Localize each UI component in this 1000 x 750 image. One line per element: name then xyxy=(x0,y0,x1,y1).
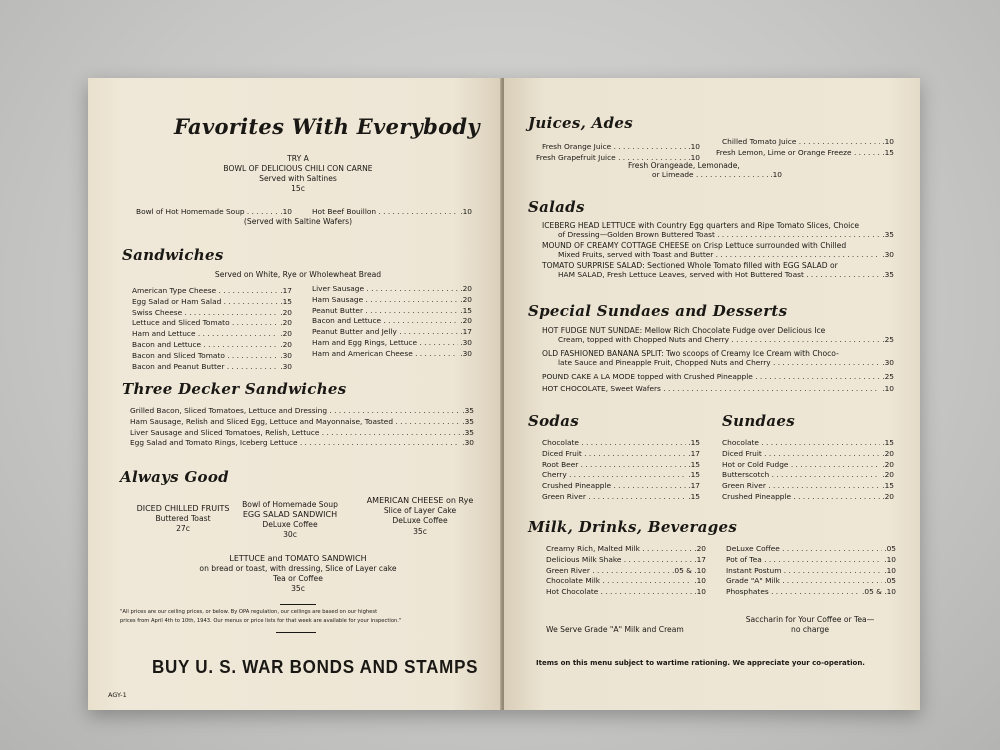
item-name: Pot of Tea . . . xyxy=(726,555,882,566)
menu-item xyxy=(542,470,700,481)
menu-item xyxy=(722,438,894,449)
item-price: .30 xyxy=(882,358,894,367)
orangeade-line-1: Fresh Orangeade, Lemonade, xyxy=(628,161,740,170)
milk-drinks-heading: Milk, Drinks, Beverages xyxy=(528,518,738,536)
item-price: .20 xyxy=(882,448,894,458)
item-name: Cherry . . . xyxy=(542,470,686,481)
item-name: Chocolate . . . xyxy=(722,438,880,449)
item-name: Diced Fruit . . . xyxy=(722,449,880,460)
item-name: or Limeade . . . xyxy=(652,170,768,181)
item-name: Fresh Grapefruit Juice . . . xyxy=(536,153,686,164)
item-name: Grade "A" Milk . . . xyxy=(726,576,882,587)
menu-item xyxy=(722,470,894,481)
menu-item xyxy=(542,438,700,449)
menu-item xyxy=(130,438,474,449)
item-name: Swiss Cheese . . . xyxy=(132,308,278,319)
item-price: .15 xyxy=(688,459,700,469)
menu-item xyxy=(558,335,894,346)
item-name: Mixed Fruits, served with Toast and Butter . . . xyxy=(558,250,880,261)
item-name: Hot or Cold Fudge . . . xyxy=(722,460,880,471)
menu-item xyxy=(130,406,474,417)
divider-rule xyxy=(276,632,316,633)
item-name: Butterscotch . . . xyxy=(722,470,880,481)
item-name: Egg Salad and Tomato Rings, Iceberg Lettuce . . . xyxy=(130,438,460,449)
item-price: .20 xyxy=(460,316,472,326)
sandwiches-heading: Sandwiches xyxy=(122,246,224,264)
combo-soup-line-1: Bowl of Homemade Soup xyxy=(242,500,338,509)
item-name: Chocolate . . . xyxy=(542,438,686,449)
menu-item xyxy=(132,340,292,351)
menu-item xyxy=(558,358,894,369)
combo-cheese-line-3: DeLuxe Coffee xyxy=(392,516,448,525)
item-name: Bacon and Sliced Tomato . . . xyxy=(132,351,278,362)
combo-cheese-line-4: 35c xyxy=(413,527,427,536)
opa-notice-line-2: prices from April 4th to 10th, 1943. Our menus or price lists for that week are available for your inspection." xyxy=(120,618,402,624)
menu-item xyxy=(542,481,700,492)
menu-item xyxy=(542,384,894,395)
item-price: .10 xyxy=(882,384,894,393)
item-price: .35 xyxy=(882,230,894,239)
item-price: .30 xyxy=(460,348,472,358)
item-name: Green River . . . xyxy=(546,566,670,577)
menu-item xyxy=(726,566,896,577)
menu-item xyxy=(312,284,472,295)
item-name: Hot Chocolate . . . xyxy=(546,587,692,598)
item-name: Green River . . . xyxy=(722,481,880,492)
item-name: Creamy Rich, Malted Milk . . . xyxy=(546,544,692,555)
item-name: Grilled Bacon, Sliced Tomatoes, Lettuce and Dressing . . . xyxy=(130,406,460,417)
menu-item xyxy=(546,576,706,587)
item-price: .30 xyxy=(280,350,292,360)
item-price: .17 xyxy=(460,327,472,337)
item-price: .20 xyxy=(280,340,292,349)
dessert-1-line-1: HOT FUDGE NUT SUNDAE: Mellow Rich Chocolate Fudge over Delicious Ice xyxy=(542,326,826,335)
item-name: Phosphates . . . xyxy=(726,587,860,598)
menu-item xyxy=(652,170,782,181)
menu-code: AGY-1 xyxy=(108,691,127,699)
saccharin-note-line-1: Saccharin for Your Coffee or Tea— xyxy=(745,615,875,624)
menu-item xyxy=(312,316,472,327)
menu-item xyxy=(542,372,894,383)
juices-heading: Juices, Ades xyxy=(528,114,633,132)
item-name: Bacon and Lettuce . . . xyxy=(132,340,278,351)
always-good-heading: Always Good xyxy=(120,468,229,486)
item-price: .25 xyxy=(882,335,894,344)
favorites-heading: Favorites With Everybody xyxy=(174,114,480,139)
item-price: .10 xyxy=(688,153,700,162)
grade-a-note: We Serve Grade "A" Milk and Cream xyxy=(546,625,684,634)
item-name: Diced Fruit . . . xyxy=(542,449,686,460)
chili-line-1: TRY A xyxy=(287,154,309,163)
item-price: .05 xyxy=(884,544,896,553)
menu-booklet xyxy=(88,78,920,710)
three-decker-heading: Three Decker Sandwiches xyxy=(122,380,347,398)
menu-item xyxy=(312,327,472,338)
menu-item xyxy=(542,460,700,471)
menu-item xyxy=(716,148,894,159)
item-name: Ham and Lettuce . . . xyxy=(132,329,278,340)
combo-soup-line-4: 30c xyxy=(283,530,297,539)
salads-heading: Salads xyxy=(528,198,585,216)
item-name: Ham Sausage, Relish and Sliced Egg, Lettuce and Mayonnaise, Toasted . . . xyxy=(130,417,460,428)
salad-2-line-1: MOUND OF CREAMY COTTAGE CHEESE on Crisp Lettuce surrounded with Chilled xyxy=(542,241,847,250)
chili-line-2: BOWL OF DELICIOUS CHILI CON CARNE xyxy=(223,164,373,173)
menu-item xyxy=(546,544,706,555)
menu-item xyxy=(726,576,896,587)
item-price: .20 xyxy=(280,318,292,328)
item-name: Chilled Tomato Juice . . . xyxy=(722,137,880,148)
item-name: DeLuxe Coffee . . . xyxy=(726,544,882,555)
sundaes-heading: Sundaes xyxy=(722,412,795,430)
item-name: Liver Sausage . . . xyxy=(312,284,458,295)
item-price: .20 xyxy=(882,470,894,480)
menu-item xyxy=(312,349,472,360)
right-page xyxy=(504,78,920,710)
item-price: .10 xyxy=(460,207,472,216)
item-name: late Sauce and Pineapple Fruit, Chopped Nuts and Cherry . . . xyxy=(558,358,880,369)
saccharin-note-line-2: no charge xyxy=(791,625,829,634)
item-price: .15 xyxy=(882,481,894,491)
item-price: .35 xyxy=(462,406,474,415)
item-price: .05 & .10 xyxy=(862,587,896,597)
war-bonds-banner: BUY U. S. WAR BONDS AND STAMPS xyxy=(152,656,479,677)
menu-item xyxy=(546,587,706,598)
item-price: .20 xyxy=(280,329,292,339)
item-name: Bacon and Lettuce . . . xyxy=(312,316,458,327)
combo-fruits-line-1: DICED CHILLED FRUITS xyxy=(136,504,230,513)
chili-line-4: 15c xyxy=(291,184,305,193)
item-name: Lettuce and Sliced Tomato . . . xyxy=(132,318,278,329)
menu-item xyxy=(132,297,292,308)
menu-item xyxy=(722,137,894,148)
divider-rule xyxy=(280,604,316,605)
menu-item xyxy=(312,295,472,306)
menu-item xyxy=(542,142,700,153)
opa-notice-line-1: "All prices are our ceiling prices, or below. By OPA regulation, our ceilings are based on our highest xyxy=(120,609,378,615)
item-price: .20 xyxy=(460,294,472,304)
menu-item xyxy=(132,308,292,319)
item-price: .20 xyxy=(280,307,292,317)
menu-item xyxy=(546,566,706,577)
menu-item xyxy=(130,417,474,428)
menu-item xyxy=(132,329,292,340)
combo-fruits-line-3: 27c xyxy=(176,524,190,533)
menu-item xyxy=(542,449,700,460)
menu-item xyxy=(312,306,472,317)
menu-item xyxy=(132,362,292,373)
menu-item xyxy=(130,428,474,439)
special-sundaes-heading: Special Sundaes and Desserts xyxy=(528,302,788,320)
item-price: .20 xyxy=(694,544,706,553)
item-price: .15 xyxy=(460,305,472,315)
item-name: Root Beer . . . xyxy=(542,460,686,471)
item-name: Ham and Egg Rings, Lettuce . . . xyxy=(312,338,458,349)
item-price: .25 xyxy=(882,372,894,381)
item-price: .30 xyxy=(460,338,472,347)
item-price: .05 xyxy=(884,576,896,586)
item-name: Cream, topped with Chopped Nuts and Cherry . . . xyxy=(558,335,880,346)
combo-cheese-line-2: Slice of Layer Cake xyxy=(383,506,457,515)
item-price: .17 xyxy=(694,554,706,564)
item-price: .30 xyxy=(280,361,292,371)
saltine-note: (Served with Saltine Wafers) xyxy=(243,217,353,226)
item-name: Fresh Orange Juice . . . xyxy=(542,142,686,153)
menu-item xyxy=(542,492,700,503)
item-name: Green River . . . xyxy=(542,492,686,503)
item-name: Hot Beef Bouillon . . . xyxy=(312,207,458,218)
menu-item xyxy=(726,544,896,555)
combo-soup-line-2: EGG SALAD SANDWICH xyxy=(242,510,338,519)
combo-lettuce-line-2: on bread or toast, with dressing, Slice of Layer cake xyxy=(199,564,397,573)
item-price: .35 xyxy=(462,427,474,437)
menu-item xyxy=(558,250,894,261)
item-price: .10 xyxy=(688,142,700,151)
item-name: Liver Sausage and Sliced Tomatoes, Relish, Lettuce . . . xyxy=(130,428,460,439)
item-price: .20 xyxy=(882,492,894,501)
menu-item xyxy=(546,555,706,566)
item-name: of Dressing—Golden Brown Buttered Toast . . . xyxy=(558,230,880,241)
item-price: .10 xyxy=(882,137,894,146)
item-name: American Type Cheese . . . xyxy=(132,286,278,297)
menu-item xyxy=(722,449,894,460)
bread-note: Served on White, Rye or Wholewheat Bread xyxy=(214,270,382,279)
item-price: .15 xyxy=(882,438,894,447)
item-price: .10 xyxy=(884,565,896,575)
item-name: Crushed Pineapple . . . xyxy=(542,481,686,492)
item-price: .30 xyxy=(462,438,474,448)
item-name: Bowl of Hot Homemade Soup . . . xyxy=(136,207,278,218)
sodas-heading: Sodas xyxy=(528,412,579,430)
item-name: Egg Salad or Ham Salad . . . xyxy=(132,297,278,308)
item-price: .15 xyxy=(688,492,700,501)
menu-item xyxy=(722,481,894,492)
combo-soup-line-3: DeLuxe Coffee xyxy=(262,520,318,529)
item-price: .35 xyxy=(882,270,894,279)
combo-fruits-line-2: Buttered Toast xyxy=(155,514,211,523)
menu-item xyxy=(726,555,896,566)
item-name: Ham Sausage . . . xyxy=(312,295,458,306)
item-price: .15 xyxy=(688,470,700,480)
menu-item xyxy=(558,230,894,241)
item-name: Chocolate Milk . . . xyxy=(546,576,692,587)
menu-item xyxy=(312,338,472,349)
item-name: Peanut Butter and Jelly . . . xyxy=(312,327,458,338)
item-name: Delicious Milk Shake . . . xyxy=(546,555,692,566)
item-name: Instant Postum . . . xyxy=(726,566,882,577)
item-price: .17 xyxy=(688,448,700,458)
menu-item xyxy=(132,351,292,362)
item-price: .10 xyxy=(280,207,292,216)
item-price: .10 xyxy=(694,587,706,597)
menu-item xyxy=(726,587,896,598)
rationing-notice: Items on this menu subject to wartime rationing. We appreciate your co-operation. xyxy=(536,659,865,667)
menu-item xyxy=(132,286,292,297)
item-name: Peanut Butter . . . xyxy=(312,306,458,317)
item-price: .15 xyxy=(882,148,894,157)
item-price: .35 xyxy=(462,416,474,426)
item-name: HOT CHOCOLATE, Sweet Wafers . . . xyxy=(542,384,880,395)
item-price: .17 xyxy=(688,481,700,491)
menu-item xyxy=(132,318,292,329)
item-name: Fresh Lemon, Lime or Orange Freeze . . . xyxy=(716,148,880,159)
item-price: .10 xyxy=(694,576,706,586)
dessert-2-line-1: OLD FASHIONED BANANA SPLIT: Two scoops of Creamy Ice Cream with Choco- xyxy=(542,349,839,358)
item-price: .15 xyxy=(688,438,700,447)
item-price: .15 xyxy=(280,296,292,306)
menu-item xyxy=(558,270,894,281)
salad-1-line-1: ICEBERG HEAD LETTUCE with Country Egg quarters and Ripe Tomato Slices, Choice xyxy=(542,221,860,230)
item-price: .10 xyxy=(884,554,896,564)
menu-item xyxy=(722,460,894,471)
item-price: .30 xyxy=(882,250,894,259)
combo-lettuce-line-3: Tea or Coffee xyxy=(273,574,323,583)
salad-3-line-1: TOMATO SURPRISE SALAD: Sectioned Whole Tomato filled with EGG SALAD or xyxy=(542,261,838,270)
item-price: .20 xyxy=(882,459,894,469)
combo-lettuce-line-1: LETTUCE and TOMATO SANDWICH xyxy=(229,554,367,563)
left-page xyxy=(88,78,502,710)
item-price: .05 & .10 xyxy=(672,565,706,575)
chili-line-3: Served with Saltines xyxy=(259,174,337,183)
item-price: .17 xyxy=(280,286,292,295)
item-name: Crushed Pineapple . . . xyxy=(722,492,880,503)
item-name: Bacon and Peanut Butter . . . xyxy=(132,362,278,373)
item-price: .20 xyxy=(460,284,472,293)
menu-item xyxy=(722,492,894,503)
item-price: .10 xyxy=(770,170,782,179)
combo-lettuce-line-4: 35c xyxy=(291,584,305,593)
item-name: HAM SALAD, Fresh Lettuce Leaves, served with Hot Buttered Toast . . . xyxy=(558,270,880,281)
item-name: POUND CAKE A LA MODE topped with Crushed Pineapple . . . xyxy=(542,372,880,383)
combo-cheese-line-1: AMERICAN CHEESE on Rye xyxy=(366,496,474,505)
item-name: Ham and American Cheese . . . xyxy=(312,349,458,360)
